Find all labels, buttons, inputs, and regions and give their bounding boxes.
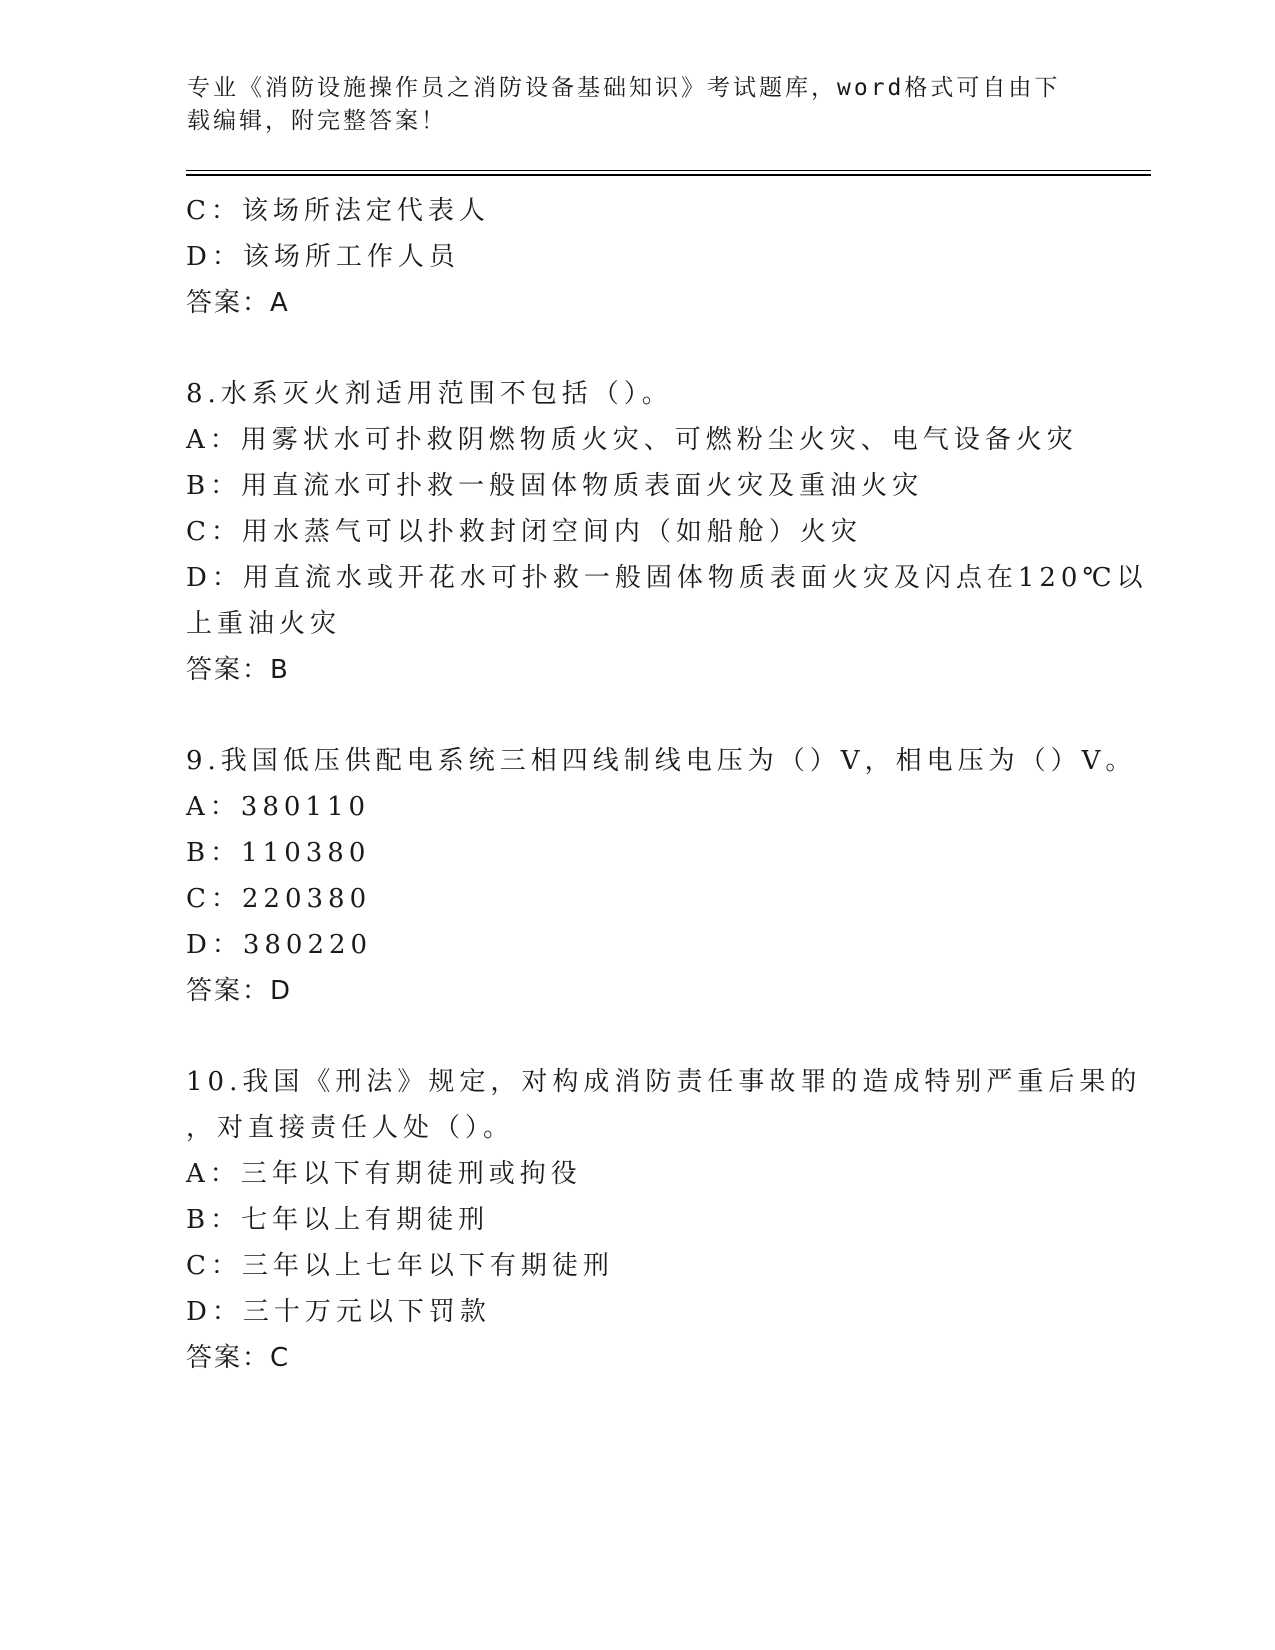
answer-line: 答案：B xyxy=(186,655,290,685)
question-9 xyxy=(186,738,1137,1014)
spacer xyxy=(186,1014,1086,1059)
page-header xyxy=(187,72,1067,138)
header-rule-top xyxy=(186,170,1151,171)
option-c: C：三年以上七年以下有期徒刑 xyxy=(186,1251,614,1281)
option-c: C：该场所法定代表人 xyxy=(186,196,490,226)
option-d-continued: 上重油火灾 xyxy=(186,609,342,639)
question-10 xyxy=(186,1059,1142,1381)
question-stem: 9.我国低压供配电系统三相四线制线电压为（）V，相电压为（）V。 xyxy=(186,746,1137,776)
answer-line: 答案：D xyxy=(186,976,293,1006)
option-d: D：用直流水或开花水可扑救一般固体物质表面火灾及闪点在120℃以 xyxy=(186,563,1148,593)
answer-line: 答案：C xyxy=(186,1343,291,1373)
question-stem-continued: ，对直接责任人处（）。 xyxy=(186,1113,515,1143)
option-d: D：三十万元以下罚款 xyxy=(186,1297,491,1327)
option-b: B：110380 xyxy=(186,838,371,868)
question-7-tail xyxy=(186,188,1086,326)
option-c: C：220380 xyxy=(186,884,372,914)
option-a: A：三年以下有期徒刑或拘役 xyxy=(186,1159,582,1189)
option-b: B：用直流水可扑救一般固体物质表面火灾及重油火灾 xyxy=(186,471,924,501)
answer-line: 答案：A xyxy=(186,288,290,318)
question-stem: 8.水系灭火剂适用范围不包括（）。 xyxy=(186,379,673,409)
option-a: A：380110 xyxy=(186,792,371,822)
header-rule-bottom xyxy=(186,174,1151,176)
option-c: C：用水蒸气可以扑救封闭空间内（如船舱）火灾 xyxy=(186,517,862,547)
question-8 xyxy=(186,371,1148,693)
option-b: B：七年以上有期徒刑 xyxy=(186,1205,490,1235)
question-stem: 10.我国《刑法》规定，对构成消防责任事故罪的造成特别严重后果的 xyxy=(186,1067,1142,1097)
option-d: D：380220 xyxy=(186,930,373,960)
question-list xyxy=(186,188,1148,1381)
spacer xyxy=(186,326,1086,371)
option-a: A：用雾状水可扑救阴燃物质火灾、可燃粉尘火灾、电气设备火灾 xyxy=(186,425,1078,455)
header-text: 专业《消防设施操作员之消防设备基础知识》考试题库，word格式可自由下载编辑，附完整答案！ xyxy=(187,75,1061,134)
spacer xyxy=(186,693,1086,738)
option-d: D：该场所工作人员 xyxy=(186,242,460,272)
